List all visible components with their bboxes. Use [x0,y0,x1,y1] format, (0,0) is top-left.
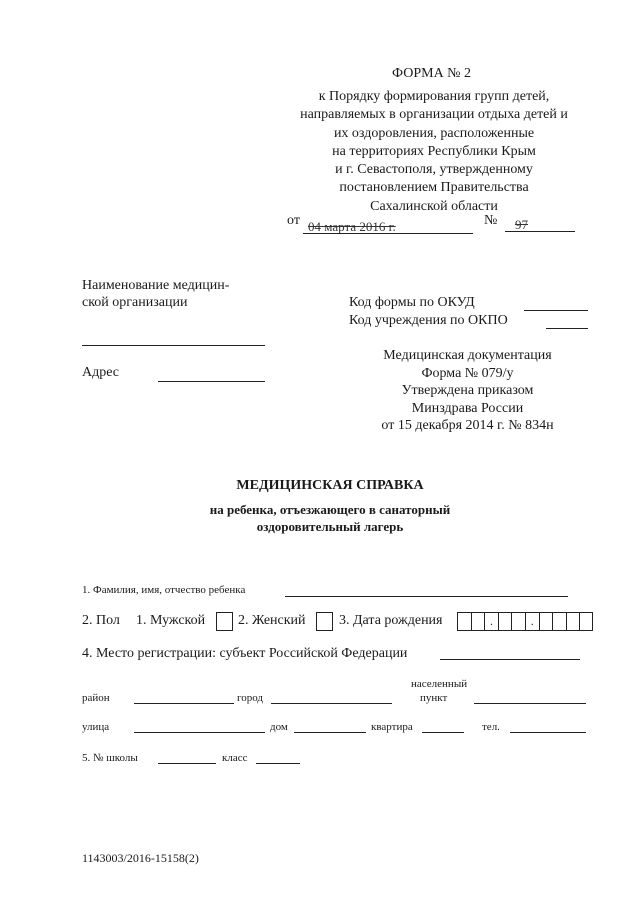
med-line: Утверждена приказом [401,383,534,398]
district-field[interactable] [134,703,234,704]
settlement-field[interactable] [474,703,586,704]
org-label-2: ской организации [82,295,188,310]
form-title: ФОРМА № 2 [392,66,472,81]
class-field[interactable] [256,763,300,764]
okpo-label: Код учреждения по ОКПО [349,313,508,328]
settlement-label-2: пункт [420,692,448,704]
document-subtitle-1: на ребенка, отъезжающего в санаторный [209,502,451,517]
okud-label: Код формы по ОКУД [349,295,475,310]
dob-cell[interactable] [539,612,553,631]
med-line: Форма № 079/у [421,365,514,381]
date-prefix: от [287,213,300,228]
date-value: 04 марта 2016 г. [308,219,396,234]
sex-label: 2. Пол [82,613,120,628]
settlement-label-1: населенный [411,678,468,690]
female-checkbox[interactable] [316,612,333,631]
apartment-label: квартира [371,721,413,733]
street-label: улица [82,721,110,733]
street-field[interactable] [134,732,265,733]
city-field[interactable] [271,703,392,704]
med-line: Минздрава России [411,400,524,416]
header-line: постановлением Правительства [339,180,529,196]
dob-cell[interactable] [457,612,471,631]
document-id: 1143003/2016-15158(2) [82,851,199,865]
dob-cell: . [484,612,498,631]
dob-cell[interactable] [511,612,525,631]
document-subtitle-2: оздоровительный лагерь [256,519,404,534]
okpo-field[interactable] [546,328,588,329]
number-value: 97 [515,217,528,232]
school-label: 5. № школы [82,752,138,764]
med-line: Медицинская документация [383,348,552,363]
class-label: класс [222,752,248,764]
okud-field[interactable] [524,310,588,311]
number-underline [505,231,575,232]
dob-cells[interactable] [457,612,593,631]
dob-cell[interactable] [471,612,485,631]
org-name-field[interactable] [82,345,265,346]
school-field[interactable] [158,763,216,764]
district-label: район [82,692,110,704]
phone-field[interactable] [510,732,586,733]
dob-label: 3. Дата рождения [339,613,443,628]
house-label: дом [270,721,288,733]
dob-cell[interactable] [566,612,580,631]
header-text [284,88,584,216]
header-line: к Порядку формирования групп детей, [318,89,550,104]
phone-label: тел. [482,721,500,733]
med-line: от 15 декабря 2014 г. № 834н [381,418,554,433]
med-doc-block [355,347,580,435]
male-label: 1. Мужской [136,613,206,628]
document-title: МЕДИЦИНСКАЯ СПРАВКА [236,478,424,493]
fio-field[interactable] [285,596,568,597]
male-checkbox[interactable] [216,612,233,631]
house-field[interactable] [294,732,366,733]
registration-label: 4. Место регистрации: субъект Российской Федерации [82,646,408,661]
header-line: их оздоровления, расположенные [333,125,535,141]
date-underline [303,233,473,234]
address-label: Адрес [82,365,120,380]
city-label: город [237,692,264,704]
female-label: 2. Женский [238,613,306,628]
number-prefix: № [484,213,498,228]
header-line: на территориях Республики Крым [332,143,536,159]
header-line: Сахалинской области [370,198,498,214]
header-line: направляемых в организации отдыха детей и [300,107,568,123]
apartment-field[interactable] [422,732,464,733]
fio-label: 1. Фамилия, имя, отчество ребенка [82,584,246,596]
region-field[interactable] [440,659,580,660]
dob-cell[interactable] [498,612,512,631]
address-field[interactable] [158,381,265,382]
org-label-1: Наименование медицин- [82,278,230,293]
dob-cell[interactable] [552,612,566,631]
header-line: и г. Севастополя, утвержденному [335,162,533,178]
dob-cell: . [525,612,539,631]
dob-cell[interactable] [579,612,593,631]
